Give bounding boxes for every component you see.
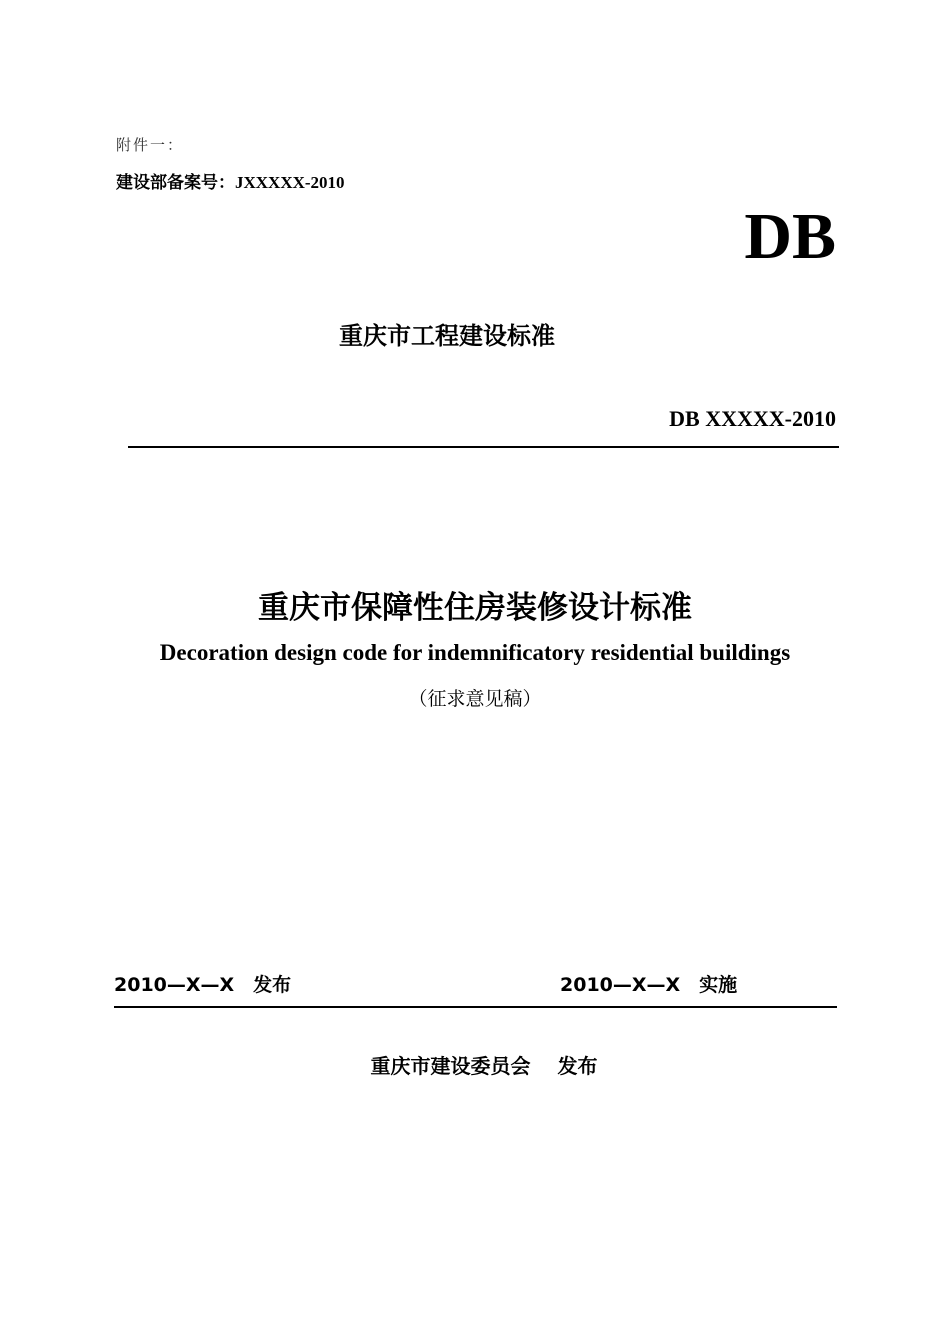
top-divider: [128, 446, 839, 448]
standard-number: DB XXXXX-2010: [669, 406, 836, 431]
record-number: 建设部备案号：JXXXXX-2010: [116, 173, 345, 192]
publish-date: 2010—X—X 发布: [114, 974, 292, 996]
document-title-english: Decoration design code for indemnificatory residential buildings: [159, 640, 791, 665]
implement-date: 2010—X—X 实施: [560, 974, 738, 996]
attachment-label: 附件一：: [116, 136, 185, 154]
draft-status: （征求意见稿）: [408, 688, 542, 710]
standard-mark: DB: [744, 200, 836, 273]
standard-category: 重庆市工程建设标准: [339, 322, 555, 350]
issuer: 重庆市建设委员会 发布: [370, 1054, 598, 1078]
document-title-chinese: 重庆市保障性住房装修设计标准: [258, 590, 692, 626]
bottom-divider: [114, 1006, 837, 1008]
